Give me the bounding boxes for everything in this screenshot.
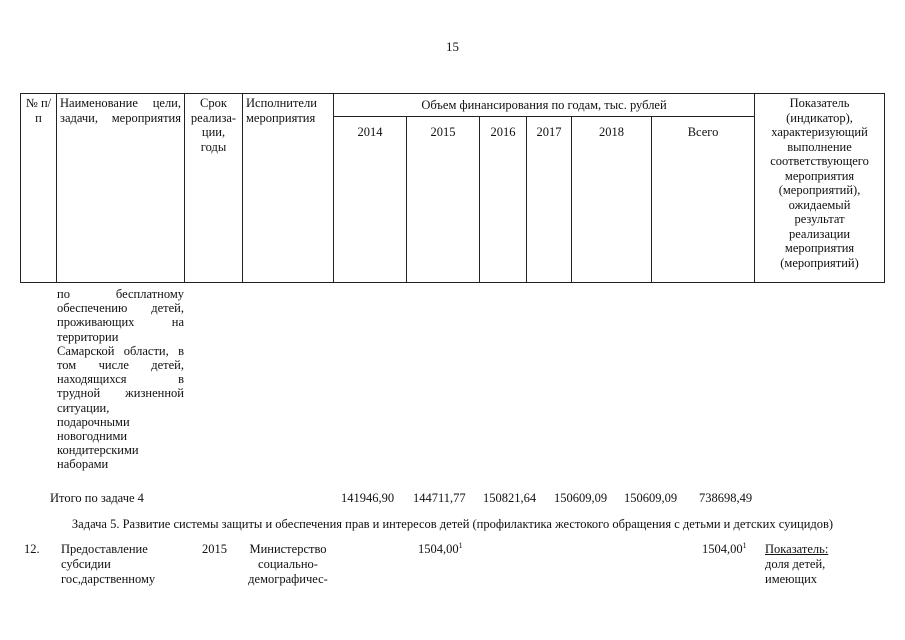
header-executors: Исполнители мероприятия bbox=[243, 94, 334, 283]
row12-name: Предоставление субсидии гос,дарственному bbox=[61, 542, 156, 586]
header-year-2016: 2016 bbox=[480, 117, 527, 283]
row12-num: 12. bbox=[24, 542, 40, 556]
header-year-total: Всего bbox=[652, 117, 755, 283]
header-year-2018: 2018 bbox=[572, 117, 652, 283]
total-2017: 150609,09 bbox=[554, 491, 608, 505]
total-2018: 150609,09 bbox=[624, 491, 678, 505]
row12-year: 2015 bbox=[202, 542, 227, 556]
total-2014: 141946,90 bbox=[341, 491, 395, 505]
page-number: 15 bbox=[446, 39, 459, 54]
total-all: 738698,49 bbox=[699, 491, 753, 505]
row12-executor: Министерство социально- демографичес- bbox=[248, 542, 328, 586]
row12-value-total: 1504,00$^1$ bbox=[702, 540, 747, 556]
row12-indicator: Показатель: доля детей, имеющих bbox=[765, 542, 829, 586]
row12-value-2015: 1504,00$^1$ bbox=[418, 540, 463, 556]
header-year-2017: 2017 bbox=[527, 117, 572, 283]
header-term: Срок реализа- ции, годы bbox=[185, 94, 243, 283]
header-num: № п/п bbox=[21, 94, 57, 283]
header-funding: Объем финансирования по годам, тыс. рублей bbox=[334, 94, 755, 117]
total-task4-label: Итого по задаче 4 bbox=[50, 491, 144, 505]
header-year-2015: 2015 bbox=[407, 117, 480, 283]
continuation-text: по бесплатному обеспечению детей, проживающих на территории Самарской области, в том числе детей, находящихся в трудной жизненной ситуации, подарочными новогодними кондитерскими наборами bbox=[57, 287, 184, 472]
table-header bbox=[20, 93, 885, 283]
header-indicator: Показатель (индикатор), характеризующий выполнение соответствующего мероприятия (мероприятий), ожидаемый результат реализации мероприятия (мероприятий) bbox=[755, 94, 885, 283]
header-year-2014: 2014 bbox=[334, 117, 407, 283]
header-name: Наименование цели, задачи, мероприятия bbox=[57, 94, 185, 283]
total-2016: 150821,64 bbox=[483, 491, 537, 505]
task5-heading: Задача 5. Развитие системы защиты и обеспечения прав и интересов детей (профилактика жестокого обращения с детьми и детских суицидов) bbox=[71, 517, 834, 531]
total-2015: 144711,77 bbox=[413, 491, 466, 505]
